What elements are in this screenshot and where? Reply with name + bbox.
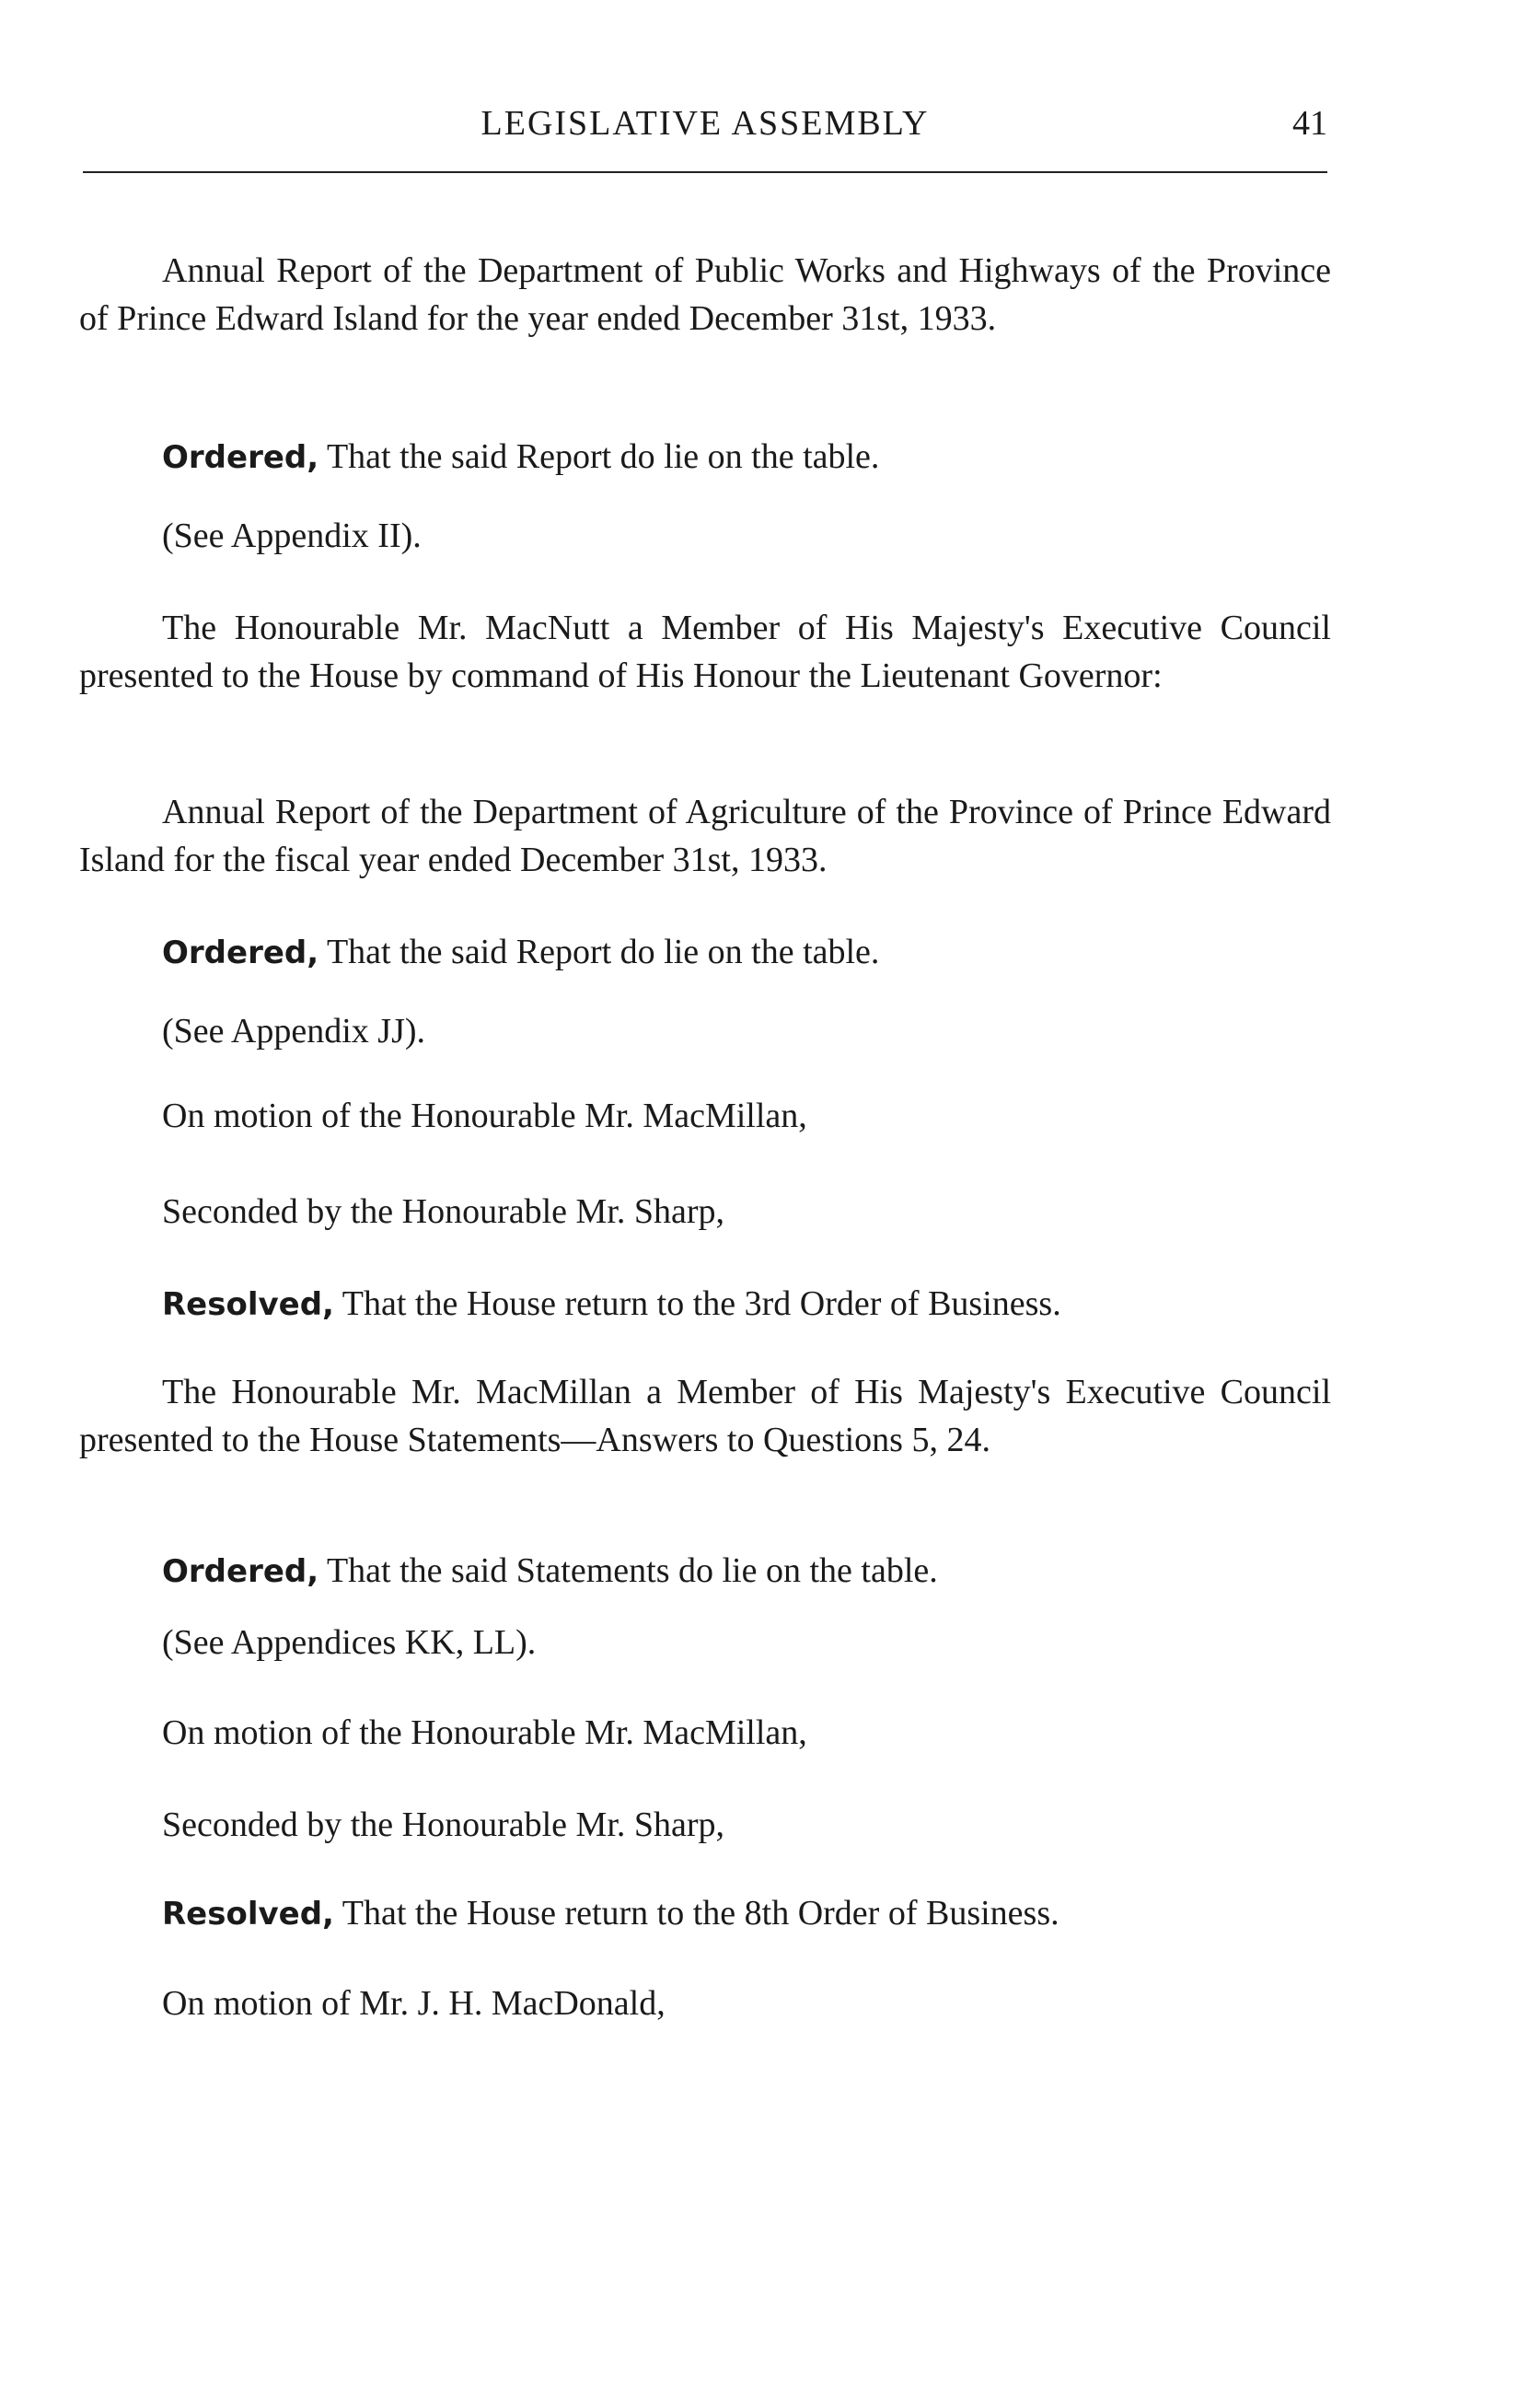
paragraph-seconded-sharp-1: Seconded by the Honourable Mr. Sharp, xyxy=(162,1192,725,1231)
paragraph-appendix-jj: (See Appendix JJ). xyxy=(162,1012,426,1051)
paragraph-appendices-kk-ll: (See Appendices KK, LL). xyxy=(162,1623,537,1662)
paragraph-resolved-2: Resolved, That the House return to the 8th Order of Business. xyxy=(162,1894,1059,1933)
paragraph-macmillan-statements: The Honourable Mr. MacMillan a Member of His Majesty's Executive Council presented to the House Statements—Answers to Questions 5, 24. xyxy=(79,1373,1331,1459)
resolved-label: Resolved, xyxy=(162,1896,334,1933)
paragraph-motion-macmillan-1: On motion of the Honourable Mr. MacMillan, xyxy=(162,1097,807,1135)
paragraph-public-works-report: Annual Report of the Department of Public Works and Highways of the Province of Prince Edward Island for the year ended December 31st, 1933. xyxy=(79,251,1331,338)
paragraph-appendix-ii: (See Appendix II). xyxy=(162,517,422,555)
running-title: LEGISLATIVE ASSEMBLY xyxy=(481,104,930,143)
paragraph-agriculture-report: Annual Report of the Department of Agriculture of the Province of Prince Edward Island for the fiscal year ended December 31st, 1933. xyxy=(79,793,1331,879)
paragraph-ordered-1: Ordered, That the said Report do lie on the table. xyxy=(162,437,880,476)
paragraph-ordered-2: Ordered, That the said Report do lie on the table. xyxy=(162,933,880,971)
resolved-label: Resolved, xyxy=(162,1286,334,1323)
paragraph-motion-macdonald: On motion of Mr. J. H. MacDonald, xyxy=(162,1984,666,2023)
ordered-label: Ordered, xyxy=(162,1553,319,1590)
running-head xyxy=(83,103,1327,158)
paragraph-seconded-sharp-2: Seconded by the Honourable Mr. Sharp, xyxy=(162,1805,725,1844)
ordered-label: Ordered, xyxy=(162,439,319,476)
paragraph-motion-macmillan-2: On motion of the Honourable Mr. MacMillan, xyxy=(162,1713,807,1752)
paragraph-resolved-1: Resolved, That the House return to the 3rd Order of Business. xyxy=(162,1284,1061,1323)
paragraph-ordered-3: Ordered, That the said Statements do lie on the table. xyxy=(162,1551,938,1590)
ordered-label: Ordered, xyxy=(162,934,319,971)
header-rule xyxy=(83,171,1327,173)
paragraph-macnutt-presented: The Honourable Mr. MacNutt a Member of His Majesty's Executive Council presented to the House by command of His Honour the Lieutenant Governor: xyxy=(79,609,1331,695)
page-number: 41 xyxy=(1292,104,1327,143)
